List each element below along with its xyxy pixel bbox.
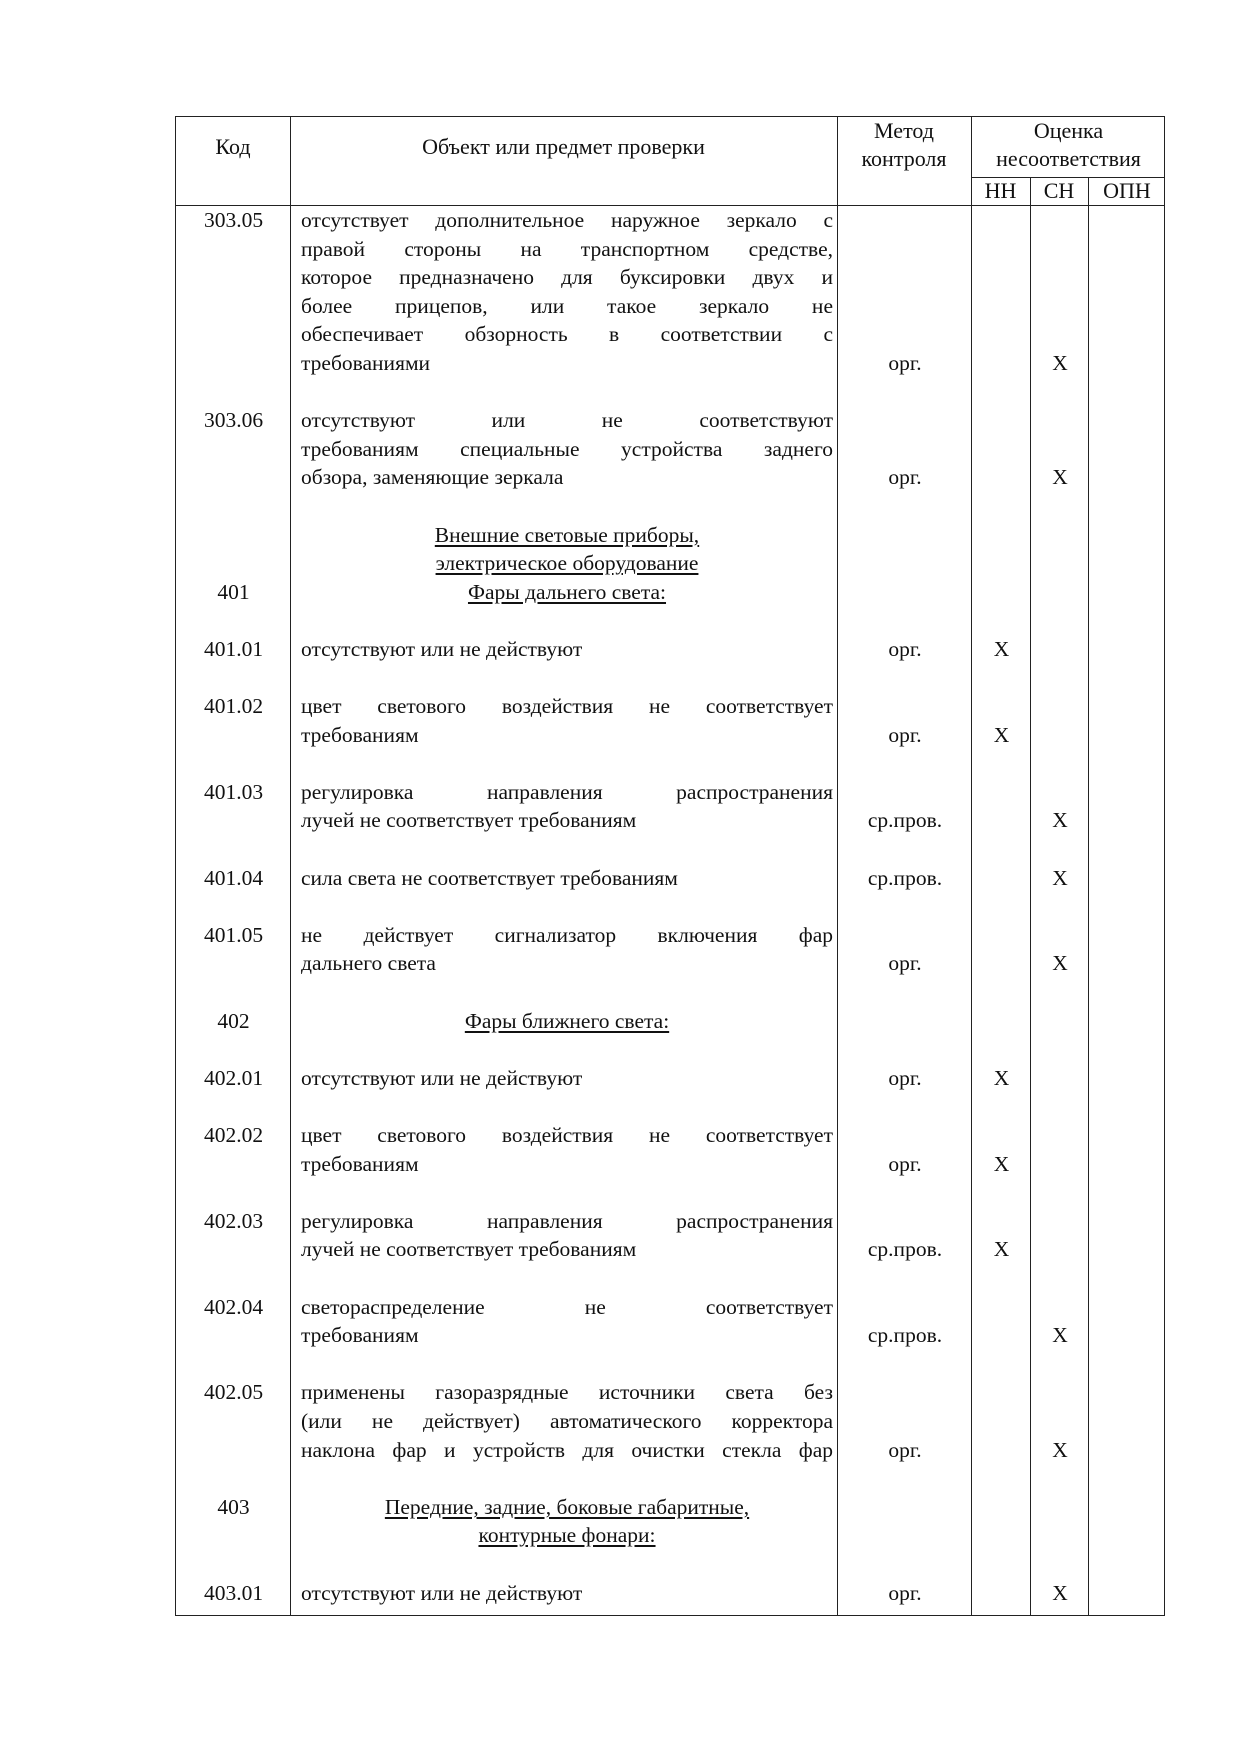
table-row-line [176, 349, 1166, 378]
table-row-line [176, 1121, 1166, 1150]
item-description: наклона фар и устройств для очистки стекла фар [301, 1437, 833, 1462]
item-description: более прицепов, или такое зеркало не [301, 293, 833, 318]
table-row-line [176, 921, 1166, 950]
spacer-line [176, 978, 1166, 1007]
table-row-line [176, 864, 1166, 893]
table-row-line [176, 1064, 1166, 1093]
table-row-line [176, 635, 1166, 664]
table-row-line [176, 263, 1166, 292]
item-code: 303.06 [203, 408, 264, 433]
table-row-line [176, 1207, 1166, 1236]
inspection-table [175, 116, 1165, 1616]
header-code: Код [215, 134, 251, 159]
mark-sn: X [1052, 465, 1068, 490]
header-assessment-line2: несоответствия [996, 146, 1141, 171]
item-code: 402 [217, 1008, 250, 1033]
item-code: 303.05 [203, 208, 264, 232]
mark-nn: X [993, 1237, 1010, 1262]
item-description: которое предназначено для буксировки двух и [301, 265, 833, 290]
table-row-line [176, 1579, 1166, 1608]
item-description: требованиям специальные устройства заднего [301, 436, 833, 461]
item-description: контурные фонари: [478, 1523, 656, 1548]
control-method: орг. [888, 465, 922, 490]
spacer-line [176, 835, 1166, 864]
mark-nn: X [993, 636, 1010, 661]
spacer-line [176, 378, 1166, 407]
item-description: отсутствует дополнительное наружное зеркало с [301, 208, 833, 232]
spacer-line [176, 492, 1166, 521]
table-row-line [176, 1293, 1166, 1322]
section-heading-line [176, 1493, 1166, 1522]
table-row-line [176, 463, 1166, 492]
section-heading-line [176, 549, 1166, 578]
item-code: 403 [217, 1494, 250, 1519]
spacer-line [176, 1178, 1166, 1207]
section-heading-line [176, 521, 1166, 550]
control-method: орг. [888, 1437, 922, 1462]
table-row-line [176, 1150, 1166, 1179]
control-method: орг. [888, 951, 922, 976]
table-row-line [176, 721, 1166, 750]
table-body [176, 206, 1166, 1607]
item-code: 402.02 [203, 1123, 264, 1147]
item-description: Фары ближнего света: [464, 1008, 670, 1033]
header-opn: ОПН [1103, 178, 1151, 203]
item-description: дальнего света [301, 951, 436, 976]
table-row-line [176, 1378, 1166, 1407]
control-method: орг. [888, 1151, 922, 1176]
item-description: требованиям [301, 1151, 419, 1176]
mark-sn: X [1052, 350, 1068, 375]
control-method: орг. [888, 722, 922, 747]
spacer-line [176, 1350, 1166, 1379]
item-description: обеспечивает обзорность в соответствии с [301, 322, 833, 347]
item-description: регулировка направления распространения [301, 779, 833, 804]
control-method: ср.пров. [867, 808, 943, 833]
table-row-line [176, 406, 1166, 435]
spacer-line [176, 606, 1166, 635]
item-description: цвет светового воздействия не соответствует [301, 694, 833, 719]
control-method: ср.пров. [867, 1323, 943, 1348]
table-row-line [176, 949, 1166, 978]
item-code: 401.05 [203, 922, 264, 947]
header-object: Объект или предмет проверки [422, 134, 705, 159]
control-method: орг. [888, 1065, 922, 1090]
item-description: отсутствуют или не действуют [301, 636, 583, 661]
item-description: цвет светового воздействия не соответствует [301, 1123, 833, 1147]
spacer-line [176, 1092, 1166, 1121]
item-description: лучей не соответствует требованиям [301, 1237, 637, 1262]
table-row-line [176, 1436, 1166, 1465]
table-row-line [176, 778, 1166, 807]
mark-nn: X [993, 722, 1010, 747]
table-row-line [176, 1407, 1166, 1436]
control-method: ср.пров. [867, 1237, 943, 1262]
item-description: применены газоразрядные источники света без [301, 1380, 833, 1405]
mark-sn: X [1052, 808, 1068, 833]
header-method-line2: контроля [861, 146, 947, 171]
item-code: 401.01 [203, 636, 264, 661]
item-code: 403.01 [203, 1580, 264, 1605]
item-description: светораспределение не соответствует [301, 1294, 833, 1319]
spacer-line [176, 1464, 1166, 1493]
item-description: регулировка направления распространения [301, 1208, 833, 1233]
table-row-line [176, 1235, 1166, 1264]
table-row-line [176, 206, 1166, 235]
section-heading-line [176, 1521, 1166, 1550]
item-code: 402.03 [203, 1208, 264, 1233]
item-description: требованиям [301, 1323, 419, 1348]
table-row-line [176, 235, 1166, 264]
item-description: правой стороны на транспортном средстве, [301, 236, 833, 261]
item-description: Фары дальнего света: [467, 579, 667, 604]
header-assessment [971, 117, 1166, 173]
item-description: отсутствуют или не соответствуют [301, 408, 833, 433]
item-description: (или не действует) автоматического корректора [301, 1408, 833, 1433]
item-description: сила света не соответствует требованиям [301, 865, 678, 890]
item-description: электрическое оборудование [435, 551, 699, 576]
item-description: требованиями [301, 350, 431, 375]
item-description: обзора, заменяющие зеркала [301, 465, 564, 490]
table-row-line [176, 292, 1166, 321]
mark-sn: X [1052, 1323, 1068, 1348]
item-code: 401.02 [203, 694, 264, 719]
item-description: отсутствуют или не действуют [301, 1065, 583, 1090]
item-description: лучей не соответствует требованиям [301, 808, 637, 833]
mark-sn: X [1052, 865, 1068, 890]
control-method: орг. [888, 1580, 922, 1605]
header-method [837, 117, 971, 173]
table-row-line [176, 806, 1166, 835]
header-sn: СН [1043, 178, 1075, 203]
section-heading-line [176, 578, 1166, 607]
spacer-line [176, 892, 1166, 921]
table-row-line [176, 435, 1166, 464]
item-code: 402.05 [203, 1380, 264, 1405]
item-description: Внешние световые приборы, [434, 522, 700, 547]
spacer-line [176, 1035, 1166, 1064]
item-code: 401 [217, 579, 250, 604]
control-method: орг. [888, 350, 922, 375]
item-code: 401.04 [203, 865, 264, 890]
spacer-line [176, 1550, 1166, 1579]
mark-sn: X [1052, 951, 1068, 976]
mark-nn: X [993, 1065, 1010, 1090]
item-code: 402.01 [203, 1065, 264, 1090]
mark-nn: X [993, 1151, 1010, 1176]
header-method-line1: Метод [874, 118, 934, 143]
table-row-line [176, 320, 1166, 349]
section-heading-line [176, 1007, 1166, 1036]
item-description: Передние, задние, боковые габаритные, [384, 1494, 750, 1519]
spacer-line [176, 1264, 1166, 1293]
mark-sn: X [1052, 1437, 1068, 1462]
control-method: ср.пров. [867, 865, 943, 890]
item-description: отсутствуют или не действуют [301, 1580, 583, 1605]
mark-sn: X [1052, 1580, 1068, 1605]
control-method: орг. [888, 636, 922, 661]
spacer-line [176, 749, 1166, 778]
spacer-line [176, 664, 1166, 693]
item-code: 401.03 [203, 779, 264, 804]
header-assessment-line1: Оценка [1033, 118, 1104, 143]
table-row-line [176, 692, 1166, 721]
table-row-line [176, 1321, 1166, 1350]
item-description: не действует сигнализатор включения фар [301, 922, 833, 947]
header-nn: НН [984, 178, 1017, 203]
item-description: требованиям [301, 722, 419, 747]
item-code: 402.04 [203, 1294, 264, 1319]
